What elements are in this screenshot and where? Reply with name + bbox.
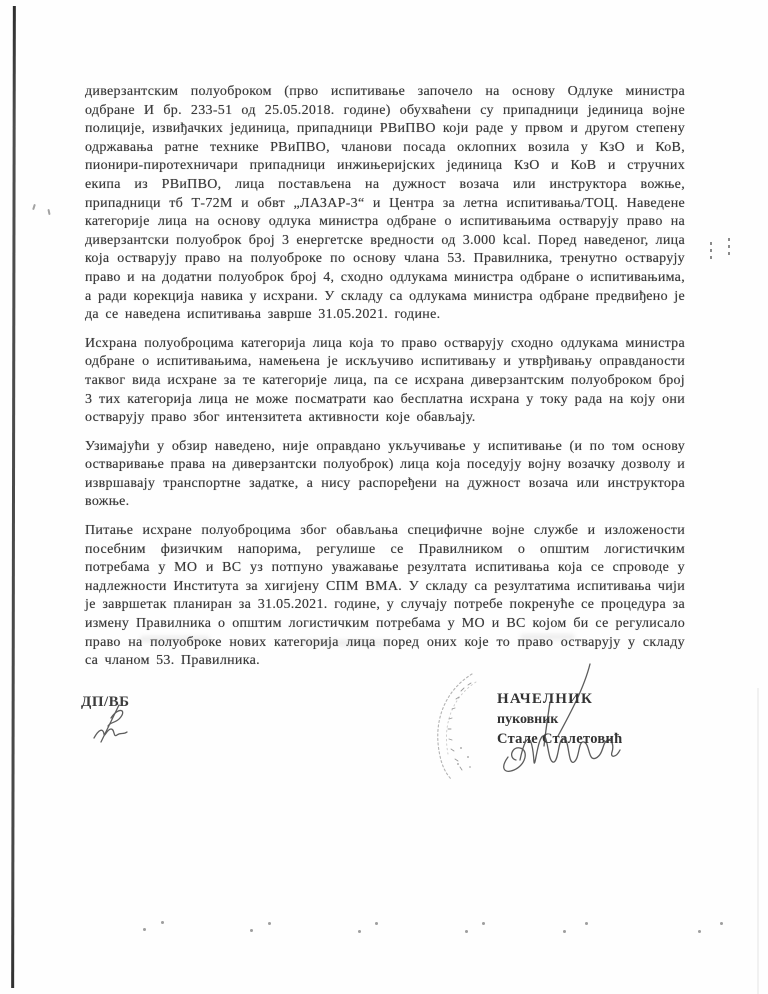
handwritten-initials-mark: [86, 702, 141, 747]
scan-speck: [482, 922, 485, 925]
scan-smudge: [520, 634, 575, 640]
paragraph-3: Узимајући у обзир наведено, није оправдано укључивање у испитивање (и по том основу остваривање права на диверзантски полуоброк) лица која поседују војну возачку дозволу и извршавају транспортне задатке, а нису распоређени на дужност возача или инструктора вожње.: [85, 438, 685, 510]
margin-tick: [32, 204, 36, 210]
paragraph-4: Питање исхране полуоброцима због обављања специфичне војне службе и изложености посебним физичким напорима, регулише се Правилником о општим логистичким потребама у МО и ВС уз потпуно уважавање резултата испитивања која се спроводе у надлежности Института за хигијену СПМ ВМА. У складу са резултатима испитивања чији је завршетак планиран за 31.05.2021. године, у случају потребе покренуће се процедура за измену Правилника о општим логистичким потребама у МО и ВС којом би се регулисало право на полуоброке нових категорија лица поред оних које то право остварују у складу са чланом 53. Правилника.: [85, 523, 685, 669]
paragraph-1: диверзантским полуоброком (прво испитивање започело на основу Одлуке министра одбране И бр. 233-51 од 25.05.2018. године) обухваћени су припадници јединица војне полиције, извиђачких јединица, припадници РВиПВО који раде у првом и другом степену одржавања ратне технике РВиПВО, чланови посада оклопних возила у КзО и КоВ, пионири-пиротехничари припадници инжињеријских јединица КзО и КоВ и стручних екипа из РВиПВО, лица постављена на дужност возача или инструктора вожње, припадници тб Т-72М и обвт „ЛАЗАР-3“ и Центра за летна испитивања/ТОЦ. Наведене категорије лица на основу одлука министра одбране о испитивањима остварују право на диверзантски полуоброк број 3 енергетске вредности од 3.000 kcal. Поред наведеног, лица која остварују право на полуоброке по основу члана 53. Правилника, тренутно остварују право и на додатни полуоброк број 4, сходно одлукама министра одбране о испитивањима, а ради корекција навика у исхрани. У складу са одлукама министра одбране предвиђено је да се наведена испитивања заврше 31.05.2021. године.: [85, 84, 685, 323]
signature-title: НАЧЕЛНИК: [497, 691, 594, 707]
scan-speck: [375, 922, 378, 925]
scan-speck: [143, 928, 146, 931]
signature-scrawl: [498, 662, 628, 777]
scan-speck: [161, 921, 164, 924]
typist-initials: ДП/ВБ: [81, 694, 130, 710]
scan-speck: [563, 930, 566, 933]
paper-fold-line: [757, 688, 759, 994]
margin-tick: [47, 209, 50, 215]
scan-speck: [250, 929, 253, 932]
scan-speck: [720, 922, 723, 925]
scan-speck: [358, 930, 361, 933]
scan-smudge: [300, 640, 390, 646]
scan-dash-mark: [728, 238, 730, 258]
stamp-fragment: [428, 672, 498, 782]
scan-speck: [268, 922, 271, 925]
scan-smudge: [140, 636, 210, 642]
scan-speck: [465, 930, 468, 933]
scan-speck: [585, 922, 588, 925]
document-body: [85, 83, 685, 681]
scan-edge-line: [11, 6, 16, 988]
signature-rank: пуковник: [497, 712, 559, 727]
signature-name: Стале Сталетовић: [497, 731, 623, 747]
scan-dash-mark: [710, 242, 712, 262]
scan-speck: [698, 930, 701, 933]
paragraph-2: Исхрана полуоброцима категорија лица која то право остварују сходно одлукама министра одбране о испитивањима, намењена је искључиво испитивању и утврђивању оправданости таквог вида исхране за те категорије лица, па се исхрана диверзантским полуоброком број 3 тих категорија лица не може посматрати као бесплатна исхрана у току рада на коју они остварују право због интензитета активности које обављају.: [85, 335, 685, 426]
